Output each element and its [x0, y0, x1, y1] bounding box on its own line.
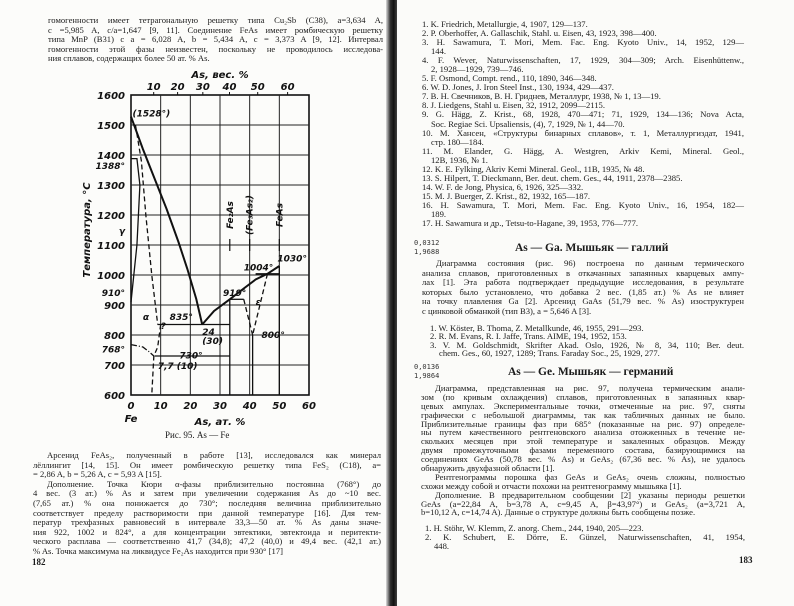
x-tick-label: 50	[272, 401, 287, 412]
text-line: графически с небольшой диаграммы, так как табличных данных не было.	[421, 409, 745, 420]
x-tick-label: 20	[183, 401, 198, 412]
ge-meta	[414, 363, 439, 381]
text-line: 2, 1928—1929, 739—746.	[431, 64, 524, 75]
text-line: двумя промежуточными фазами переменного состава, базирующимися на	[421, 445, 745, 456]
text-line: 6. W. D. Jones, J. Iron Steel Inst., 130, 1934, 429—437.	[422, 82, 614, 93]
text-line: 12B, 1936, № 1.	[431, 154, 488, 165]
text-line: c =5,985 A, c/a=1,647 [9, 11]. Соединение FeAs имеет ромбическую решетку	[48, 24, 383, 35]
diagram-annotation: α	[142, 313, 150, 323]
ga-meta	[414, 239, 439, 257]
ge-references	[425, 524, 745, 552]
x-tick-label: 40	[242, 401, 257, 412]
x-tick-label: 10	[153, 401, 168, 412]
text-line: b=10,12 A, c=14,74 A). Данные о структуре должны быть сообщены позже.	[421, 507, 696, 518]
text-line: 144.	[431, 46, 447, 57]
y-tick-label: 1600	[97, 91, 125, 102]
text-line: 7. В. Н. Свечников, В. Н. Гриднев, Металлург, 1938, № 1, 13—19.	[422, 91, 661, 102]
ge-meta-1: 0,0136	[414, 363, 440, 371]
ga-references	[430, 324, 744, 358]
page-number-left: 182	[32, 557, 46, 567]
y-axis-label: Температура, °C	[82, 182, 93, 278]
ga-section-title: As — Ga. Мышьяк — галлий	[515, 242, 669, 254]
text-line: зом (по кривым охлаждения) сплавов, приготовленных в запаянных квар-	[421, 391, 745, 402]
text-line: лах [1]. Эта работа подтверждает предыдущие исследования, в результате	[422, 277, 744, 288]
diagram-annotation: Fe₂As	[225, 201, 236, 229]
diagram-annotation: 768°	[101, 345, 125, 356]
diagram-annotation: ?	[160, 322, 166, 332]
y-tick-label: 700	[104, 361, 125, 372]
text-line: 2. K. Schubert, E. Dörre, E. Günzel, Naturwissenschaften, 41, 1954,	[425, 532, 745, 543]
diagram-annotation: FeAs	[275, 203, 286, 227]
text-line: на точку плавления Ga [2]. Арсенид GaAs (51,79 вес. % As) изоструктурен	[422, 296, 744, 307]
text-line: 4 вес. (3 ат.) % As и затем при увеличении содержания As до ~10 вес.	[33, 488, 381, 499]
text-line: 5. F. Osmond, Compt. rend., 110, 1890, 346—348.	[422, 73, 597, 84]
text-line: ператур трехфазных равновесий в интервале 33,3—50 ат. % As даны значе-	[33, 517, 381, 528]
y-tick-label: 1300	[97, 181, 125, 192]
text-line: 9. G. Hägg, Z. Krist., 68, 1928, 470—471; 71, 1929, 134—136; Nova Acta,	[422, 109, 744, 120]
text-line: гомогенности имеет тетрагональную решетку типа Cu₂Sb (C38), a=3,634 A,	[48, 15, 383, 25]
text-line: 189.	[431, 208, 447, 219]
x2-tick-label: 60	[280, 82, 295, 93]
y-tick-label: 1500	[97, 121, 125, 132]
phase-line-alpha-liquid-boundary	[131, 159, 140, 302]
text-line: 13. S. Hilpert, T. Dieckmann, Ber. deut. chem. Ges., 44, 1911, 2378—2385.	[422, 172, 683, 183]
text-line: лёллингит [14, 15]. Он имеет ромбическую решетку типа FeS₂ (C18), a=	[33, 459, 381, 470]
text-line: 8. J. Liedgens, Stahl u. Eisen, 32, 1912, 2099—2115.	[422, 100, 606, 111]
text-line: 2. P. Oberhoffer, A. Gallaschik, Stahl. u. Eisen, 43, 1923, 398—400.	[422, 28, 657, 39]
text-line: Арсенид FeAs₂, полученный в работе [13], исследовался как минерал	[47, 450, 381, 460]
text-line: Soc. Regiae Sci. Upsaliensis, (4), 7, 1929, № 1, 44—70.	[431, 118, 625, 129]
y-tick-label: 900	[104, 301, 125, 312]
text-line: Диаграмма, представленная на рис. 97, получена термическим анали-	[435, 383, 745, 393]
text-line: обнаружить двухфазной области [1].	[421, 463, 555, 474]
text-line: типа MnP (B31) с a = 6,028 A, b = 5,434 A, c = 3,373 A [9, 12]. Интервал	[48, 34, 383, 45]
left-top-text	[48, 16, 383, 64]
text-line: 15. M. J. Buerger, Z. Krist., 82, 1932, 165—187.	[422, 190, 591, 201]
text-line: 17. H. Sawamura и др., Tetsu-to-Hagane, 39, 1953, 776—777.	[422, 218, 639, 229]
x2-tick-label: 30	[195, 82, 210, 93]
text-line: 1. H. Stöhr, W. Klemm, Z. anorg. Chem., 244, 1940, 205—223.	[425, 523, 644, 533]
diagram-annotation: 1004°	[243, 263, 274, 274]
text-line: 1. W. Köster, B. Thoma, Z. Metallkunde, 46, 1955, 291—293.	[430, 323, 644, 333]
text-line: Рентгенограммы порошка фаз GeAs и GeAs₂ очень сложны, полностью	[435, 471, 745, 482]
ga-text	[422, 259, 744, 317]
fe-axis-label: Fe	[124, 414, 138, 425]
text-line: ния сплавов, содержащих более 50 ат. % As.	[48, 53, 210, 64]
y-tick-label: 1100	[97, 241, 125, 252]
ga-meta-1: 0,0312	[414, 239, 440, 247]
text-line: 10. М. Хансен, «Структуры бинарных сплавов», т. 1, Металлургиздат, 1941,	[422, 127, 744, 138]
diagram-annotation: γ	[118, 227, 125, 237]
text-line: 11. M. Elander, G. Hägg, A. Westgren, Arkiv Kemi, Mineral. Geol.,	[422, 145, 744, 156]
text-line: % As. Точка максимума на ликвидусе Fe₂As находится при 930° [17]	[33, 545, 283, 556]
text-line: с цинковой обманкой (тип B3), a = 5,646 A [3].	[422, 305, 592, 316]
diagram-annotation: 1388°	[95, 162, 125, 172]
y-tick-label: 800	[104, 331, 125, 342]
figure-caption: Рис. 95. As — Fe	[165, 430, 230, 440]
diagram-annotation: 910°	[101, 289, 125, 299]
text-line: (7,65 ат.) % она понижается до 730°; последняя величина приблизительно	[33, 497, 381, 508]
x-axis-label: As, ат. %	[194, 417, 246, 428]
ge-meta-2: 1,9864	[414, 372, 440, 380]
diagram-annotation: (Fe₃As₂)	[245, 195, 256, 235]
as-fe-phase-diagram	[0, 70, 397, 428]
diagram-annotation: 730°	[179, 351, 203, 362]
text-line: соответствует пределу растворимости при данной температуре [16]. Для тем-	[33, 507, 381, 518]
diagram-annotation: (1528°)	[132, 109, 171, 120]
right-page	[397, 0, 794, 606]
text-line: соединениях GeAs (50,78 вес. % As) и GeAs₂ (67,36 вес. % As), не удалось	[421, 454, 745, 465]
diagram-annotation: 1030°	[277, 254, 307, 265]
y-tick-label: 1000	[97, 271, 125, 282]
text-line: стр. 180—184.	[431, 136, 484, 147]
x2-tick-label: 20	[170, 82, 185, 93]
y-tick-label: 600	[104, 391, 125, 402]
text-line: 14. W. F. de Jong, Physica, 6, 1926, 325—332.	[422, 181, 584, 192]
text-line: chem. Ges., 60, 1927, 1289; Trans. Faraday Soc., 25, 1929, 277.	[439, 348, 660, 359]
x2-tick-label: 10	[146, 82, 161, 93]
text-line: Дополнение. Точка Кюри α-фазы приблизительно постоянна (768°) до	[47, 478, 381, 489]
diagram-annotation: (30)	[202, 337, 223, 347]
diagram-annotation: 835°	[169, 313, 193, 323]
left-bottom-text	[33, 451, 381, 557]
text-line: GeAs (a=22,84 A, b=3,78 A, c=9,45 A, β=43,97°) и GeAs₂ (a=3,721 A,	[421, 498, 745, 509]
diagram-annotation: 24	[202, 328, 215, 338]
text-line: 2. R. M. Evans, R. I. Jaffe, Trans. AIME, 194, 1952, 153.	[430, 331, 627, 342]
y-tick-label: 1200	[97, 211, 125, 222]
page-number-right: 183	[739, 555, 753, 565]
diagram-annotation: 7,7 (10)	[157, 362, 198, 372]
phase-line-liquidus-fe-side	[131, 117, 202, 325]
text-line: ческого расплава — соответственно 41,7 (34,8); 47,2 (40,0) и 49,4 вес. (42,1 ат.)	[33, 536, 381, 547]
text-line: анализа сплавов, приготовленных в откачанных запаянных кварцевых ампу-	[422, 267, 744, 278]
text-line: Приблизительные границы фаз при 685° (показанные на рис. 97) определе-	[421, 418, 745, 429]
text-line: схожи между собой и отчасти похожи на рентгенограмму мышьяка [1].	[421, 480, 682, 491]
diagram-annotation: 919°	[222, 289, 247, 299]
x2-tick-label: 40	[222, 82, 237, 93]
text-line: гомогенности этой фазы неизвестен, поскольку не проводилось исследова-	[48, 43, 383, 54]
text-line: ны путем качественного рентгеновского анализа отожженных в течение не-	[421, 427, 745, 438]
x-tick-label: 60	[302, 401, 316, 412]
text-line: Диаграмма состояния (рис. 96) построена по данным термического	[436, 258, 744, 268]
text-line: Дополнение. В предварительном сообщении [2] указаны периоды решетки	[435, 489, 745, 500]
ge-text	[421, 384, 745, 517]
x-tick-label: 0	[127, 401, 135, 412]
text-line: 16. H. Sawamura, T. Mori, Mem. Fac. Eng. Kyoto Univ., 16, 1954, 182—	[422, 199, 744, 210]
text-line: 3. V. M. Goldschmidt, Skrifter Akad. Oslo, 1926, № 8, 34, 110; Ber. deut.	[430, 339, 744, 350]
x2-axis-label: As, вес. %	[191, 70, 249, 81]
text-line: 1. K. Friedrich, Metallurgie, 4, 1907, 129—137.	[422, 19, 588, 29]
x2-tick-label: 50	[250, 82, 265, 93]
fe-references	[422, 20, 744, 228]
ga-meta-2: 1,9688	[414, 248, 440, 256]
text-line: = 2,86 A, b = 5,26 A, c = 5,93 A [15].	[33, 469, 162, 480]
ge-section-title: As — Ge. Мышьяк — германий	[508, 366, 674, 378]
text-line: цевых ампулах. Экспериментальные точки, отмеченные на рис. 97, сняты	[421, 400, 745, 411]
x-tick-label: 30	[213, 401, 227, 412]
text-line: 4. F. Wever, Naturwissenschaften, 17, 1929, 304—309; Arch. Eisenhüttenw.,	[422, 55, 744, 66]
text-line: 3. H. Sawamura, T. Mori, Mem. Fac. Eng. Kyoto Univ., 14, 1952, 129—	[422, 37, 744, 48]
text-line: которых было установлено, что добавка 2 вес. (1,85 ат.) % As не влияет	[422, 286, 744, 297]
phase-line-curie-line	[131, 345, 154, 356]
text-line: 12. K. E. Fylking, Akriv Kemi Mineral. Geol., 11B, 1935, № 48.	[422, 163, 645, 174]
y-tick-label: 1400	[97, 151, 125, 162]
text-line: скольких месяцев при этой температуре и закаленных образцов. Между	[421, 436, 745, 447]
diagram-annotation: 800°	[261, 331, 285, 341]
text-line: ния 922, 1002 и 824°, а для концентрации эвтектики, эвтектоида и перитекти-	[33, 526, 381, 537]
diagram-annotation: ε	[255, 298, 261, 308]
text-line: 448.	[434, 541, 450, 552]
